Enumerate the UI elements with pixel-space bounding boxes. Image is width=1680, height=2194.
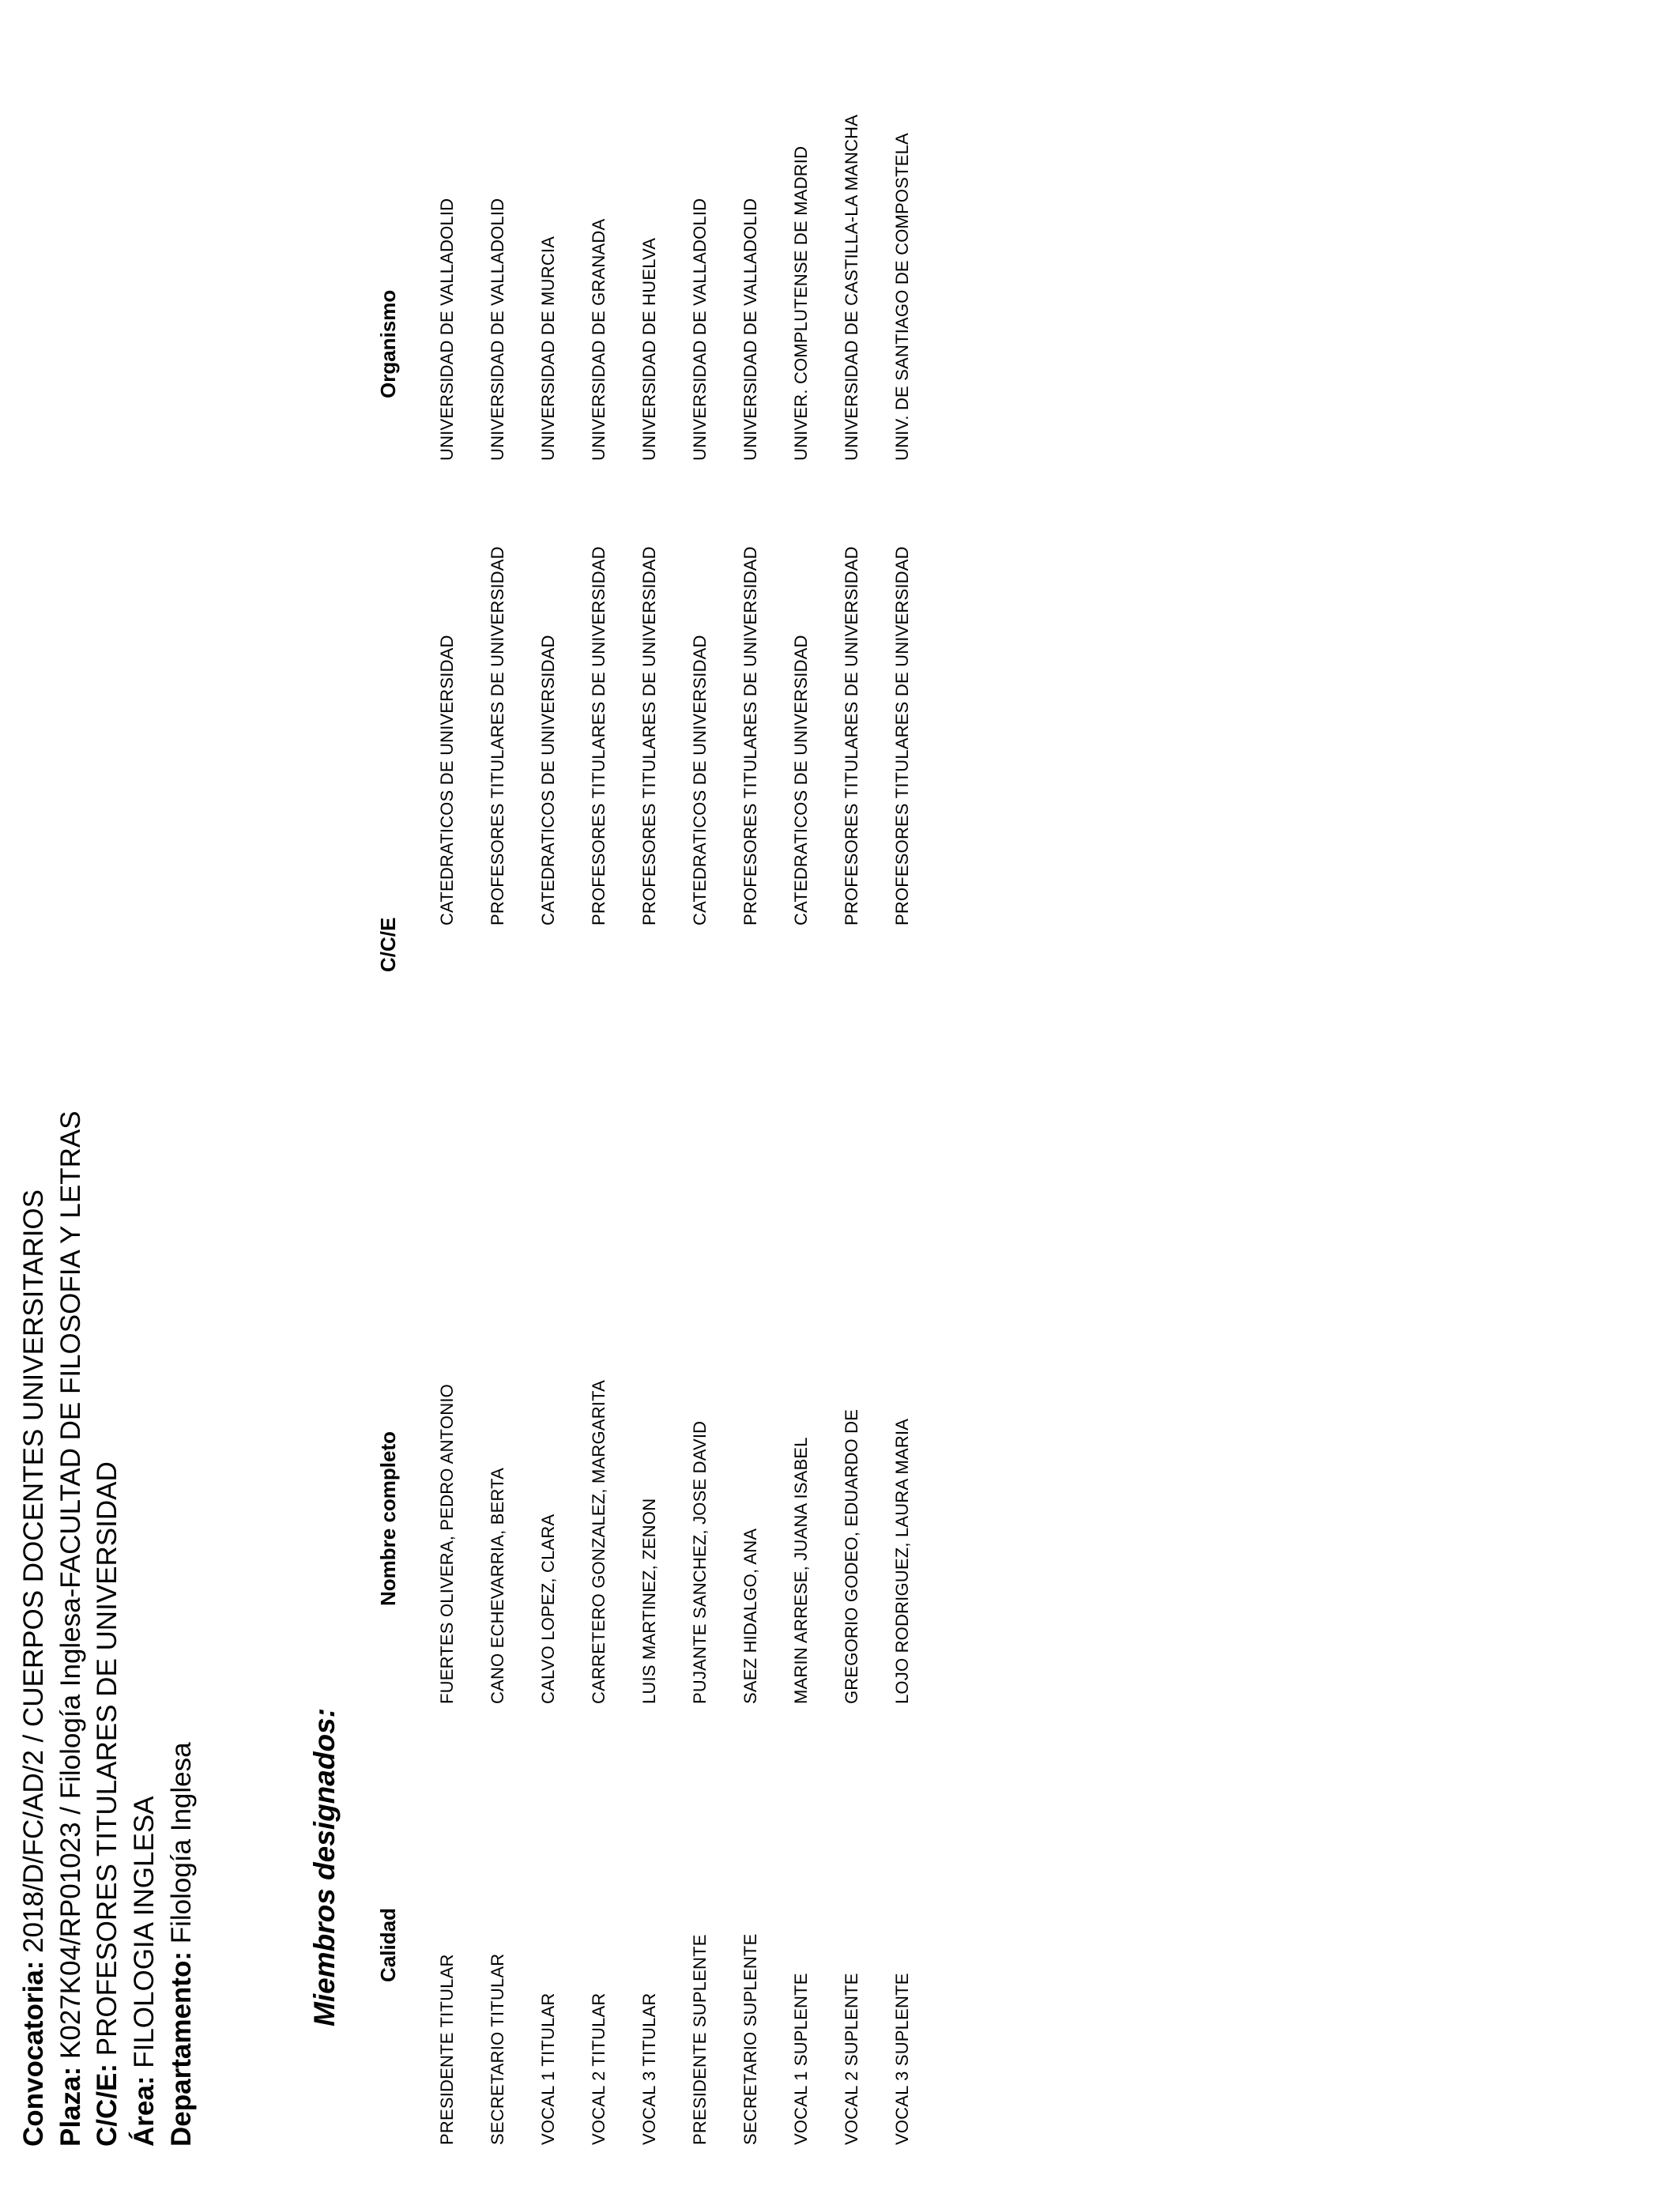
cell-calidad: VOCAL 2 TITULAR	[589, 1992, 608, 2145]
cce-label: C/C/E:	[92, 2064, 122, 2147]
cell-organismo: UNIVERSIDAD DE MURCIA	[538, 236, 558, 461]
cell-cce: CATEDRATICOS DE UNIVERSIDAD	[690, 635, 710, 925]
convocatoria-line	[20, 1189, 47, 2147]
cell-calidad: VOCAL 1 SUPLENTE	[791, 1973, 811, 2145]
cell-organismo: UNIVERSIDAD DE VALLADOLID	[488, 198, 507, 461]
area-line	[130, 1796, 158, 2147]
cell-nombre: CARRETERO GONZALEZ, MARGARITA	[589, 1380, 608, 1704]
cell-cce: PROFESORES TITULARES DE UNIVERSIDAD	[892, 546, 912, 925]
column-header-cce: C/C/E	[376, 917, 400, 972]
cell-cce: PROFESORES TITULARES DE UNIVERSIDAD	[842, 546, 861, 925]
table-row	[489, 0, 513, 2194]
cell-cce: PROFESORES TITULARES DE UNIVERSIDAD	[589, 546, 608, 925]
table-row	[843, 0, 867, 2194]
cce-line	[93, 1461, 121, 2147]
convocatoria-value: 2018/D/FC/AD/2 / CUERPOS DOCENTES UNIVERSITARIOS	[18, 1189, 49, 1953]
cell-calidad: PRESIDENTE TITULAR	[437, 1954, 457, 2145]
departamento-value: Filología Inglesa	[166, 1742, 197, 1944]
cell-calidad: VOCAL 3 SUPLENTE	[892, 1973, 912, 2145]
area-label: Área:	[129, 2075, 160, 2147]
cell-cce: PROFESORES TITULARES DE UNIVERSIDAD	[740, 546, 760, 925]
cell-organismo: UNIV. DE SANTIAGO DE COMPOSTELA	[892, 133, 912, 461]
column-header-nombre: Nombre completo	[376, 1431, 400, 1606]
cell-calidad: VOCAL 2 SUPLENTE	[842, 1973, 861, 2145]
cell-cce: CATEDRATICOS DE UNIVERSIDAD	[538, 635, 558, 925]
plaza-value: K027K04/RP01023 / Filología Inglesa-FACULTAD DE FILOSOFIA Y LETRAS	[55, 1110, 86, 2060]
cell-nombre: GREGORIO GODEO, EDUARDO DE	[842, 1408, 861, 1704]
cell-cce: CATEDRATICOS DE UNIVERSIDAD	[437, 635, 457, 925]
cell-organismo: UNIVERSIDAD DE HUELVA	[639, 237, 659, 461]
table-row	[641, 0, 665, 2194]
cell-nombre: FUERTES OLIVERA, PEDRO ANTONIO	[437, 1384, 457, 1704]
departamento-label: Departamento:	[166, 1951, 197, 2147]
cell-organismo: UNIVERSIDAD DE VALLADOLID	[740, 198, 760, 461]
column-header-organismo: Organismo	[376, 289, 400, 398]
cell-calidad: SECRETARIO SUPLENTE	[740, 1933, 760, 2145]
cell-calidad: PRESIDENTE SUPLENTE	[690, 1934, 710, 2145]
cell-organismo: UNIVERSIDAD DE GRANADA	[589, 218, 608, 461]
table-row	[691, 0, 715, 2194]
cell-nombre: LOJO RODRIGUEZ, LAURA MARIA	[892, 1418, 912, 1704]
convocatoria-label: Convocatoria:	[18, 1960, 49, 2147]
cell-cce: PROFESORES TITULARES DE UNIVERSIDAD	[488, 546, 507, 925]
column-header-calidad: Calidad	[376, 1908, 400, 1982]
cell-nombre: PUJANTE SANCHEZ, JOSE DAVID	[690, 1420, 710, 1704]
cell-organismo: UNIVERSIDAD DE VALLADOLID	[690, 198, 710, 461]
cell-cce: PROFESORES TITULARES DE UNIVERSIDAD	[639, 546, 659, 925]
cell-cce: CATEDRATICOS DE UNIVERSIDAD	[791, 635, 811, 925]
cell-calidad: VOCAL 1 TITULAR	[538, 1992, 558, 2145]
table-row	[439, 0, 462, 2194]
table-row	[540, 0, 563, 2194]
cell-nombre: CANO ECHEVARRIA, BERTA	[488, 1467, 507, 1704]
table-row	[793, 0, 816, 2194]
cell-calidad: VOCAL 3 TITULAR	[639, 1992, 659, 2145]
cell-organismo: UNIVERSIDAD DE VALLADOLID	[437, 198, 457, 461]
cell-nombre: CALVO LOPEZ, CLARA	[538, 1514, 558, 1704]
cell-organismo: UNIVER. COMPLUTENSE DE MADRID	[791, 145, 811, 461]
cell-calidad: SECRETARIO TITULAR	[488, 1953, 507, 2145]
section-title: Miembros designados:	[308, 1708, 341, 2026]
cell-organismo: UNIVERSIDAD DE CASTILLA-LA MANCHA	[842, 114, 861, 461]
table-row	[742, 0, 766, 2194]
cce-value: PROFESORES TITULARES DE UNIVERSIDAD	[92, 1461, 122, 2056]
cell-nombre: MARIN ARRESE, JUANA ISABEL	[791, 1437, 811, 1704]
table-row	[894, 0, 917, 2194]
cell-nombre: SAEZ HIDALGO, ANA	[740, 1528, 760, 1704]
table-row	[590, 0, 614, 2194]
plaza-line	[57, 1110, 85, 2147]
cell-nombre: LUIS MARTINEZ, ZENON	[639, 1498, 659, 1704]
plaza-label: Plaza:	[55, 2066, 86, 2147]
departamento-line	[168, 1742, 195, 2147]
area-value: FILOLOGIA INGLESA	[129, 1796, 160, 2068]
